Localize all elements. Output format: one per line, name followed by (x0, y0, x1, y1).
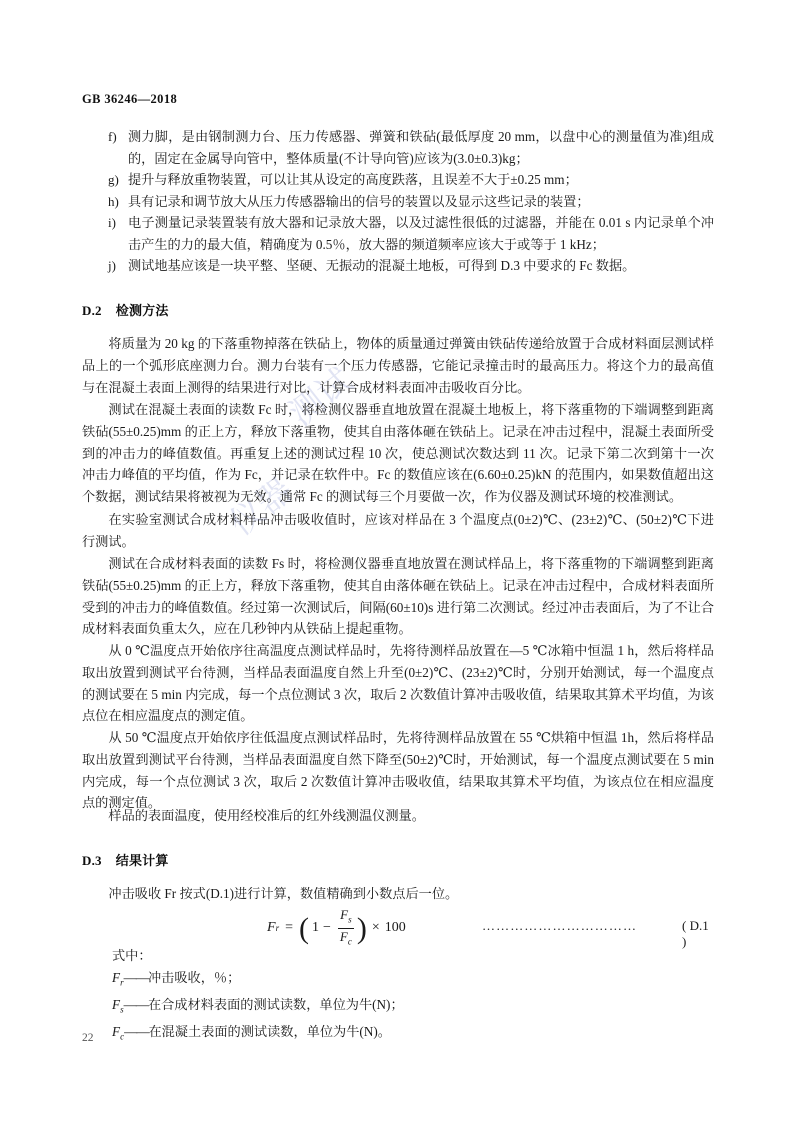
definition-dash: —— (123, 969, 148, 985)
list-item-marker: g) (108, 172, 119, 187)
formula-factor: 100 (384, 920, 406, 936)
paragraph-impact-overview: 将质量为 20 kg 的下落重物掉落在铁砧上，物体的质量通过弹簧由铁砧传递给放置于合成材料面层测试样品上的一个弧形底座测力台。测力台装有一个压力传感器，它能记录撞击时的最高压力。将这个力的最高值与在混凝土表面上测得的结果进行对比，计算合成材料表面冲击吸收百分比。 (82, 336, 714, 395)
list-item-marker: f) (108, 129, 117, 144)
formula-open-paren: ( (298, 912, 309, 946)
impact-absorption-formula (267, 908, 406, 948)
list-item-text: 测试地基应该是一块平整、坚硬、无振动的混凝土地板，可得到 D.3 中要求的 Fc 数据。 (128, 258, 636, 273)
definition-item (112, 1021, 712, 1048)
section-title: 结果计算 (115, 853, 169, 868)
document-header (82, 92, 177, 107)
definition-dash: —— (124, 1024, 149, 1040)
definition-item (112, 994, 712, 1021)
formula-minus: − (322, 920, 331, 936)
watermark-text-1: 测试 (283, 362, 360, 434)
list-item (82, 212, 714, 255)
definition-text: 在合成材料表面的测试读数，单位为牛(N)； (147, 996, 404, 1012)
formula-numerator-subscript: s (348, 914, 352, 925)
list-item-marker: h) (108, 193, 119, 209)
formula-numerator-variable: F (340, 907, 349, 922)
definition-item (112, 967, 712, 994)
section-heading-d2 (82, 300, 169, 319)
definition-symbol: F (112, 969, 121, 985)
section-number: D.3 (82, 853, 102, 868)
list-item (82, 169, 714, 191)
formula-lhs-variable: F (267, 920, 276, 936)
formula-fraction (338, 908, 354, 948)
definition-symbol: F (112, 1024, 121, 1040)
section-number: D.2 (82, 303, 102, 318)
formula-equals: = (285, 920, 293, 936)
watermark-text-2: 仪器 (223, 472, 300, 544)
list-item (82, 255, 714, 277)
list-item-text: 测力脚，是由钢制测力台、压力传感器、弹簧和铁砧(最低厚度 20 mm，以盘中心的测量值为准)组成的，固定在金属导向管中，整体质量(不计导向管)应该为(3.0±0.3)kg； (128, 129, 714, 166)
where-label: 式中： (112, 948, 152, 963)
paragraph-high-to-low-temp: 从 50 ℃温度点开始依序往低温度点测试样品时，先将待测样品放置在 55 ℃烘箱中恒温 1h，然后将样品取出放置到测试平台待测，当样品表面温度自然下降至(50±2)℃时，开始测试，每一个温度点测试要在 5 min 内完成，每一个点位测试 3 次，取后 2 次数值计算冲击吸收值，结果取其算术平均值，为该点位在相应温度点的测定值。 (82, 730, 714, 811)
list-item-marker: i) (108, 215, 116, 230)
definition-subscript: r (120, 977, 124, 988)
formula-fraction-numerator (338, 908, 353, 927)
page-number: 22 (82, 1032, 94, 1044)
list-item-text: 具有记录和调节放大从压力传感器输出的信号的装置以及显示这些记录的装置； (128, 193, 590, 209)
definition-subscript: c (120, 1031, 125, 1042)
formula-one: 1 (311, 920, 319, 936)
definition-dash: —— (123, 996, 148, 1012)
paragraph-synthetic-reading: 测试在合成材料表面的读数 Fs 时，将检测仪器垂直地放置在测试样品上，将下落重物的下端调整到距离铁砧(55±0.25)mm 的正上方，释放下落重物，使其自由落体砸在铁砧上。记录在冲击过程中，合成材料表面所受到的冲击力的峰值数值。经过第一次测试后，间隔(60±10)s 进行第二次测试。经过冲击表面后，为了不让合成材料表面负重太久，应在几秒钟内从铁砧上提起重物。 (82, 556, 714, 637)
paragraph-temperature-points: 在实验室测试合成材料样品冲击吸收值时，应该对样品在 3 个温度点(0±2)℃、(23±2)℃、(50±2)℃下进行测试。 (82, 512, 714, 549)
list-item-text: 提升与释放重物装置，可以让其从设定的高度跌落，且误差不大于±0.25 mm； (128, 172, 578, 187)
formula-close-paren: ) (356, 912, 367, 946)
definition-subscript: s (120, 1004, 124, 1015)
paragraph-concrete-reading: 测试在混凝土表面的读数 Fc 时，将检测仪器垂直地放置在混凝土地板上，将下落重物的下端调整到距离铁砧(55±0.25)mm 的正上方，释放下落重物，使其自由落体砸在铁砧上。记录在冲击过程中，混凝土表面所受到的冲击力的峰值数值。再重复上述的测试过程 10 次，使总测试次数达到 11 次。记录下第二次到第十一次冲击力峰值的平均值，作为 Fc，并记录在软件中。Fc 的数值应该在(6.60±0.25)kN 的范围内，如果数值超出这个数据，测试结果将被视为无效。通常 Fc 的测试每三个月要做一次，作为仪器及测试环境的校准测试。 (82, 402, 714, 505)
definition-text: 冲击吸收，％； (147, 969, 241, 985)
formula-lhs-subscript: r (275, 923, 280, 934)
formula-leader-dots: …………………………… (482, 918, 638, 933)
paragraph-calculation-intro: 冲击吸收 Fr 按式(D.1)进行计算，数值精确到小数点后一位。 (108, 886, 459, 901)
list-item (82, 126, 714, 169)
standard-code: GB 36246—2018 (82, 92, 178, 106)
list-item-marker: j) (108, 258, 116, 273)
definition-symbol: F (112, 996, 121, 1012)
formula-definitions (112, 945, 712, 1048)
definition-text: 在混凝土表面的测试读数，单位为牛(N)。 (148, 1024, 391, 1040)
paragraph-surface-temperature: 样品的表面温度，使用经校准后的红外线测温仪测量。 (108, 808, 425, 823)
paragraph-low-to-high-temp: 从 0 ℃温度点开始依序往高温度点测试样品时，先将待测样品放置在—5 ℃冰箱中恒温 1 h，然后将样品取出放置到测试平台待测，当样品表面温度自然上升至(0±2)℃、(23±2)℃时，分别开始测试，每一个温度点的测试要在 5 min 内完成，每一个点位测试 3 次，取后 2 次数值计算冲击吸收值，结果取其算术平均值，为该点位在相应温度点的测定值。 (82, 643, 714, 724)
formula-times: × (371, 920, 380, 936)
formula-number: ( D.1 ) (682, 918, 709, 949)
section-title: 检测方法 (115, 303, 169, 318)
list-item-text: 电子测量记录装置装有放大器和记录放大器，以及过滤性很低的过滤器，并能在 0.01 s 内记录单个冲击产生的力的最大值，精确度为 0.5％，放大器的频道频率应该大于或等于 1 kHz； (128, 215, 714, 252)
requirements-list (82, 126, 714, 277)
section-heading-d3 (82, 850, 169, 869)
formula-row (82, 908, 714, 948)
formula-denominator-variable: F (339, 928, 348, 944)
list-item (82, 191, 714, 213)
formula-denominator-subscript: c (347, 936, 352, 947)
